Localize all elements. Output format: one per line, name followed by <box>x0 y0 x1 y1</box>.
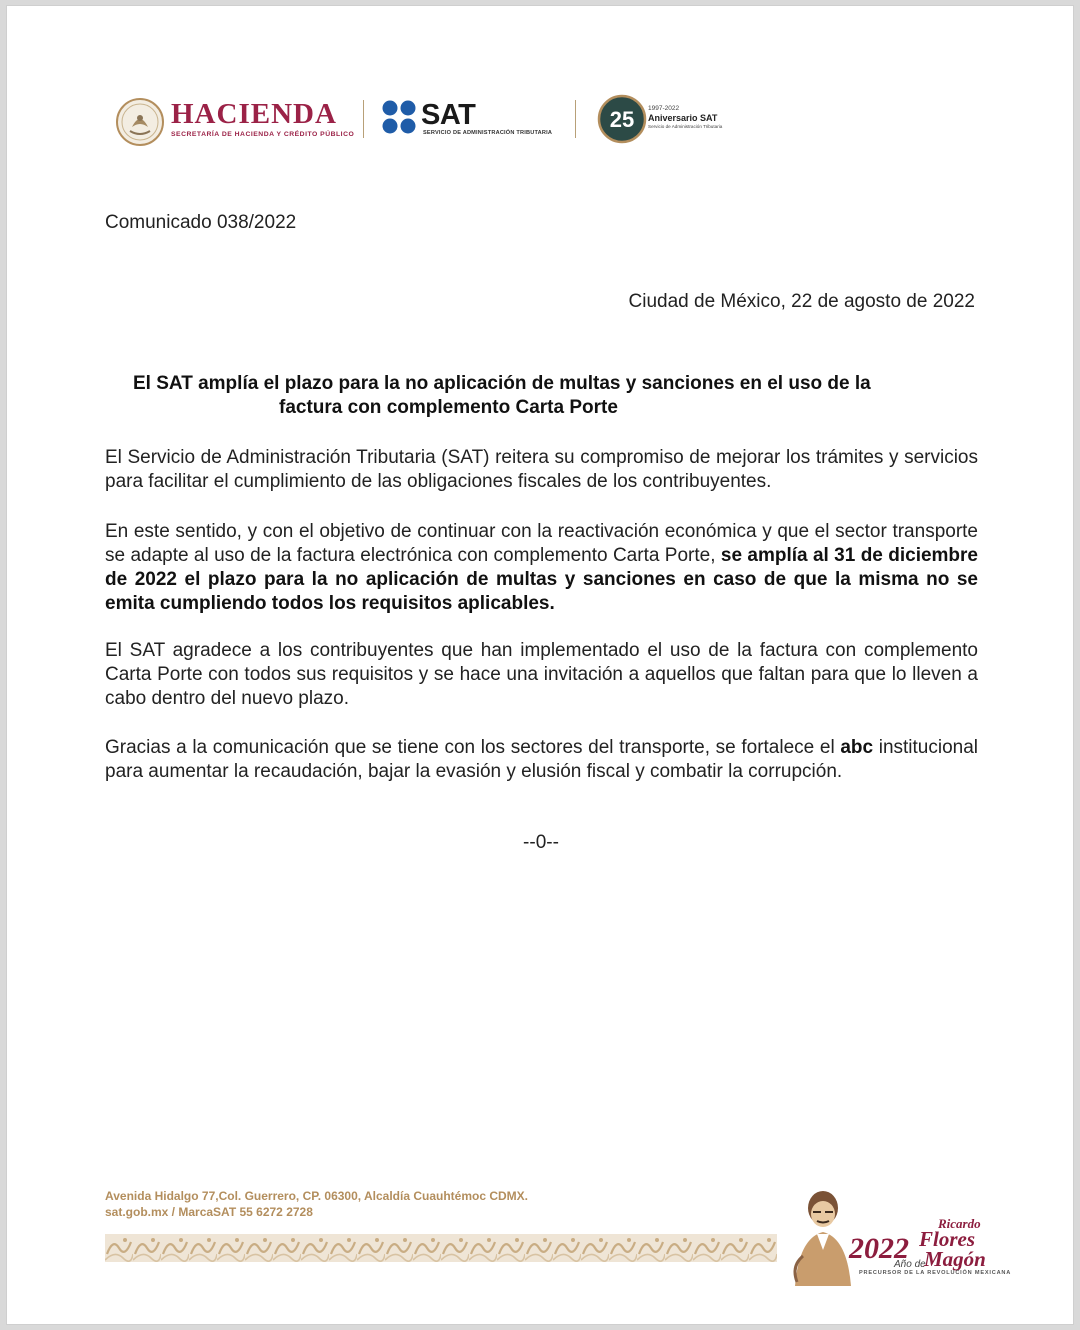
tagline: PRECURSOR DE LA REVOLUCIÓN MEXICANA <box>859 1270 1012 1276</box>
paragraph-4-start: Gracias a la comunicación que se tiene con los sectores del transporte, se fortalece el <box>105 737 835 758</box>
paragraph-1: El Servicio de Administración Tributaria (SAT) reitera su compromiso de mejorar los trámites y servicios para facilitar el cumplimiento de las obligaciones fiscales de los contribuyentes. <box>105 447 978 492</box>
anniversary-subtitle: Servicio de Administración Tributaria <box>648 124 723 129</box>
hacienda-subtitle: SECRETARÍA DE HACIENDA Y CRÉDITO PÚBLICO <box>171 131 355 138</box>
footer-contact: sat.gob.mx / MarcaSAT 55 6272 2728 <box>105 1205 313 1219</box>
name-middle: Flores <box>919 1227 976 1251</box>
document-title <box>133 372 963 420</box>
sat-logo-icon <box>381 99 419 137</box>
name-first: Ricardo <box>938 1216 981 1231</box>
paragraph-2-bold: se amplía al 31 de diciembre de 2022 el plazo para la no aplicación de multas y sanciones en caso de que la misma no se emita cumpliendo todos los requisitos aplicables. <box>105 545 978 614</box>
footer-address: Avenida Hidalgo 77,Col. Guerrero, CP. 06300, Alcaldía Cuauhtémoc CDMX. <box>105 1189 529 1203</box>
title-line-1: El SAT amplía el plazo para la no aplicación de multas y sanciones en el uso de la <box>133 373 871 394</box>
place-date: Ciudad de México, 22 de agosto de 2022 <box>628 291 975 312</box>
paragraph-4-bold: abc <box>840 737 874 758</box>
mexican-seal-icon <box>115 97 165 147</box>
closing-mark: --0-- <box>523 832 559 853</box>
comunicado-number: Comunicado 038/2022 <box>105 212 297 233</box>
anniversary-years: 1997-2022 <box>648 105 680 112</box>
sat-title: SAT <box>421 99 476 131</box>
header-divider <box>363 100 364 138</box>
year-2022: 2022 <box>849 1232 909 1265</box>
header-divider-2 <box>575 100 576 138</box>
title-line-2: factura con complemento Carta Porte <box>279 397 618 418</box>
year-label: Año de <box>894 1259 926 1270</box>
paragraph-2 <box>105 520 978 616</box>
anniversary-badge-icon <box>597 94 647 144</box>
header-logos <box>111 92 751 152</box>
paragraph-2-regular: En este sentido, y con el objetivo de continuar con la reactivación económica y que el sector transporte se adapte al uso de la factura electrónica con complemento Carta Porte, <box>105 521 978 566</box>
anniversary-number: 25 <box>609 107 635 132</box>
name-last: Magón <box>924 1247 986 1271</box>
anniversary-title: Aniversario SAT <box>648 113 718 123</box>
paragraph-4 <box>105 736 978 784</box>
paragraph-3: El SAT agradece a los contribuyentes que han implementado el uso de la factura con complemento Carta Porte con todos sus requisitos y se hace una invitación a aquellos que faltan para que lo lleven a cabo dentro del nuevo plazo. <box>105 640 978 709</box>
hacienda-title: HACIENDA <box>171 98 337 130</box>
sat-subtitle: SERVICIO DE ADMINISTRACIÓN TRIBUTARIA <box>423 130 553 136</box>
paragraph-4-end: institucional para aumentar la recaudación, bajar la evasión y elusión fiscal y combatir la corrupción. <box>105 737 979 782</box>
decorative-pattern-band <box>105 1234 777 1262</box>
document-page <box>6 5 1074 1325</box>
